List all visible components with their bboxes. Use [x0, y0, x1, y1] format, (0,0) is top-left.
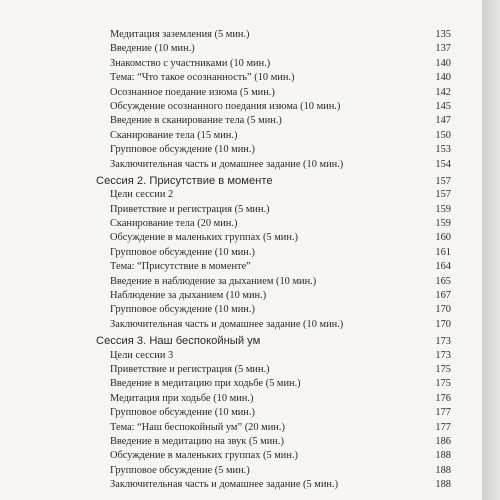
toc-entry-page: 173 [435, 336, 451, 348]
toc-entry-title: Приветствие и регистрация (5 мин.) [110, 203, 270, 215]
toc-entry-title: Групповое обсуждение (10 мин.) [110, 144, 255, 156]
toc-entry-page: 173 [435, 349, 451, 361]
toc-entry-title: Медитация при ходьбе (10 мин.) [110, 392, 254, 404]
toc-entry [96, 392, 451, 406]
toc-entry-page: 161 [435, 246, 451, 258]
toc-entry [96, 406, 451, 420]
toc-entry [96, 478, 451, 492]
toc-entry [96, 143, 451, 157]
toc-entry-title: Групповое обсуждение (5 мин.) [110, 464, 250, 476]
toc-entry-page: 140 [435, 72, 451, 84]
toc-entry-title: Введение в наблюдение за дыханием (10 мин.) [110, 275, 317, 287]
toc-entry-page: 188 [435, 450, 451, 462]
toc-entry-title: Заключительная часть и домашнее задание (10 мин.) [110, 158, 344, 170]
toc-entry [96, 188, 451, 202]
toc-entry-page: 160 [435, 232, 451, 244]
toc-entry [96, 464, 451, 478]
toc-entry [96, 289, 451, 303]
toc-entry-page: 142 [435, 86, 451, 98]
toc-entry-title: Наблюдение за дыханием (10 мин.) [110, 290, 267, 302]
toc-entry-title: Тема: “Присутствие в моменте” [110, 261, 251, 273]
toc-entry-title: Введение в медитацию на звук (5 мин.) [110, 435, 284, 447]
toc-entry [96, 435, 451, 449]
toc-entry [96, 449, 451, 463]
toc-entry-page: 176 [435, 392, 451, 404]
toc-entry-title: Сессия 3. Наш беспокойный ум [96, 335, 261, 348]
toc-entry-page: 147 [435, 115, 451, 127]
toc-entry [96, 203, 451, 217]
toc-entry [96, 217, 451, 231]
toc-entry-title: Групповое обсуждение (10 мин.) [110, 304, 255, 316]
toc-entry-title: Сканирование тела (15 мин.) [110, 129, 238, 141]
toc-entry [96, 318, 451, 332]
toc-entry-page: 177 [435, 421, 451, 433]
toc-entry [96, 303, 451, 317]
toc-entry-page: 175 [435, 363, 451, 375]
toc-entry [96, 377, 451, 391]
toc-entry [96, 129, 451, 143]
page-edge [482, 0, 500, 500]
toc-entry-page: 188 [435, 479, 451, 491]
toc-entry-title: Сессия 2. Присутствие в моменте [96, 174, 273, 187]
toc-entry-title: Цели сессии 2 [110, 189, 174, 201]
toc-entry-page: 145 [435, 100, 451, 112]
toc-entry-title: Введение в медитацию при ходьбе (5 мин.) [110, 378, 301, 390]
toc-entry [96, 42, 451, 56]
toc-entry-page: 186 [435, 435, 451, 447]
toc-entry-page: 177 [435, 407, 451, 419]
toc-entry-title: Введение (10 мин.) [110, 43, 195, 55]
toc-entry [96, 275, 451, 289]
toc-entry-page: 188 [435, 464, 451, 476]
toc-entry-page: 154 [435, 158, 451, 170]
toc-entry-page: 135 [435, 29, 451, 40]
toc-entry-title: Сканирование тела (20 мин.) [110, 218, 238, 230]
toc-entry-title: Осознанное поедание изюма (5 мин.) [110, 86, 275, 98]
toc-entry-title: Заключительная часть и домашнее задание (5 мин.) [110, 479, 339, 491]
toc-entry-page: 150 [435, 129, 451, 141]
toc-entry [96, 100, 451, 114]
toc-entry-page: 167 [435, 290, 451, 302]
toc-entry-title: Обсуждение осознанного поедания изюма (10 мин.) [110, 100, 341, 112]
toc-entry [96, 260, 451, 274]
toc-entry [96, 421, 451, 435]
toc-entry-page: 153 [435, 144, 451, 156]
toc-entry-title: Приветствие и регистрация (5 мин.) [110, 363, 270, 375]
toc-entry-title: Тема: “Наш беспокойный ум” (20 мин.) [110, 421, 285, 433]
toc-entry-page: 170 [435, 304, 451, 316]
toc-entry [96, 71, 451, 85]
toc-entry-title: Групповое обсуждение (10 мин.) [110, 246, 255, 258]
toc-entry [96, 57, 451, 71]
toc-entry-page: 140 [435, 57, 451, 69]
toc-session-heading [96, 334, 451, 348]
toc-entry-title: Обсуждение в маленьких группах (5 мин.) [110, 232, 298, 244]
toc-entry [96, 349, 451, 363]
toc-entry-page: 157 [435, 175, 451, 187]
toc-entry-page: 170 [435, 318, 451, 330]
toc-session-heading [96, 174, 451, 188]
toc-entry [96, 363, 451, 377]
toc-entry [96, 158, 451, 172]
toc-entry-title: Цели сессии 3 [110, 349, 174, 361]
toc-entry-page: 164 [435, 261, 451, 273]
toc-entry [96, 231, 451, 245]
toc-entry [96, 28, 451, 42]
toc-entry [96, 114, 451, 128]
toc-entry [96, 86, 451, 100]
table-of-contents [96, 28, 451, 493]
toc-entry-title: Заключительная часть и домашнее задание (10 мин.) [110, 318, 344, 330]
toc-entry-title: Тема: “Что такое осознанность” (10 мин.) [110, 72, 295, 84]
toc-entry-title: Обсуждение в маленьких группах (5 мин.) [110, 450, 298, 462]
toc-entry-page: 157 [435, 189, 451, 201]
toc-entry-page: 175 [435, 378, 451, 390]
toc-entry-page: 159 [435, 218, 451, 230]
toc-entry-page: 137 [435, 43, 451, 55]
toc-entry-title: Групповое обсуждение (10 мин.) [110, 407, 255, 419]
toc-entry-page: 165 [435, 275, 451, 287]
toc-entry [96, 246, 451, 260]
toc-entry-title: Введение в сканирование тела (5 мин.) [110, 115, 282, 127]
toc-entry-title: Медитация заземления (5 мин.) [110, 29, 250, 40]
toc-entry-page: 159 [435, 203, 451, 215]
toc-entry-title: Знакомство с участниками (10 мин.) [110, 57, 271, 69]
